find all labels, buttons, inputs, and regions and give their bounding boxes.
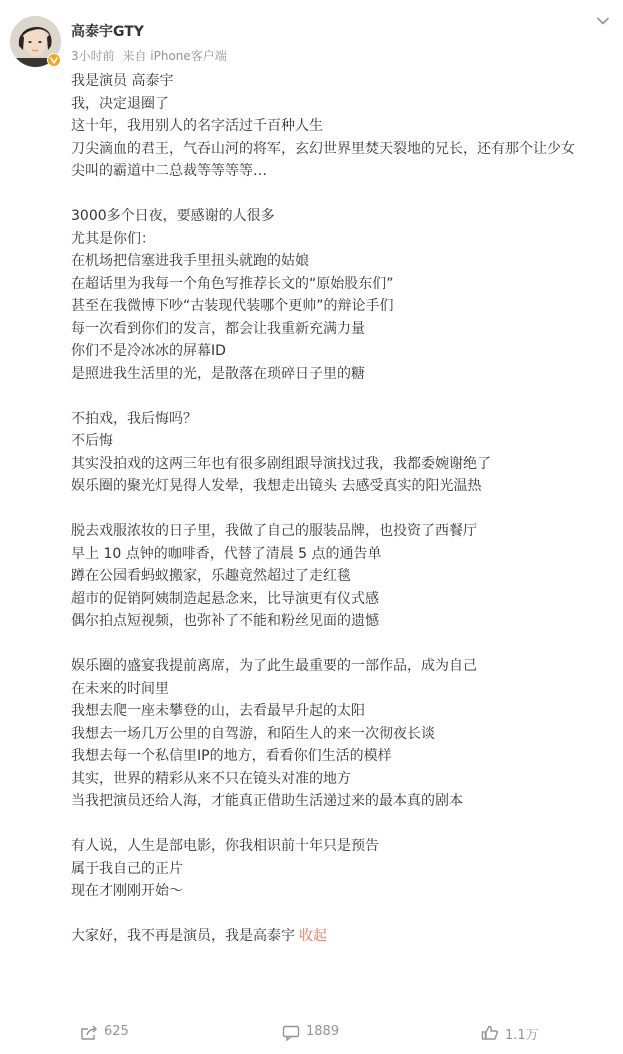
post-lines [71,70,617,925]
share-icon [80,1025,98,1041]
thumbs-up-icon [481,1025,499,1041]
blank-line [71,813,617,836]
verified-badge-icon [47,53,61,67]
post-line: 在未来的时间里 [71,680,169,697]
post-line: 属于我自己的正片 [71,860,183,877]
post-line: 我想去每一个私信里IP的地方，看看你们生活的模样 [71,748,392,764]
post-line: 有人说，人生是部电影，你我相识前十年只是预告 [71,838,379,854]
post-line: 娱乐圈的聚光灯晃得人发晕，我想走出镜头 去感受真实的阳光温热 [71,478,482,494]
comment-button[interactable] [282,1024,339,1054]
post-line: 3000多个日夜，要感谢的人很多 [71,208,275,224]
post-line: 早上 10 点钟的咖啡香，代替了清晨 5 点的通告单 [71,545,382,562]
post-time[interactable]: 3小时前 [71,49,115,63]
post-line: 不后悔 [71,433,113,449]
post-line: 脱去戏服浓妆的日子里，我做了自己的服装品牌，也投资了西餐厅 [71,523,477,539]
post-line: 你们不是冷冰冰的屏幕ID [71,343,226,359]
blank-line [71,903,617,926]
post-line: 在超话里为我每一个角色写推荐长文的“原始股东们” [71,275,394,292]
post-line: 娱乐圈的盛宴我提前离席，为了此生最重要的一部作品，成为自己 [71,658,477,674]
post-line: 是照进我生活里的光，是散落在琐碎日子里的糖 [71,365,365,382]
share-count: 625 [104,1024,129,1039]
post-line: 这十年，我用别人的名字活过千百种人生 [71,118,323,134]
post-line: 每一次看到你们的发言，都会让我重新充满力量 [71,320,365,337]
chevron-down-icon[interactable] [594,12,612,30]
post-line: 其实没拍戏的这两三年也有很多剧组跟导演找过我，我都委婉谢绝了 [71,455,491,472]
like-button[interactable] [481,1024,539,1054]
post-meta [71,47,231,64]
post-line: 尤其是你们： [71,230,155,247]
comment-icon [282,1025,300,1041]
post-line: 我想去一场几万公里的自驾游，和陌生人的来一次彻夜长谈 [71,725,435,742]
post-line: 我，决定退圈了 [71,95,169,112]
post-source: 来自 iPhone客户端 [122,49,227,63]
post-line: 在机场把信塞进我手里扭头就跑的姑娘 [71,253,309,269]
post-line: 我是演员 高泰宇 [71,73,174,89]
post-line: 当我把演员还给人海，才能真正借助生活递过来的最本真的剧本 [71,793,463,809]
post-line: 甚至在我微博下吵“古装现代装哪个更帅”的辩论手们 [71,298,394,314]
post-last-line [71,925,617,948]
action-bar [0,1024,623,1054]
comment-count: 1889 [306,1024,340,1039]
author-name[interactable]: 高泰宇GTY [71,24,144,40]
post-line: 现在才刚刚开始～ [71,883,183,899]
post-header [0,0,623,70]
post-line: 偶尔拍点短视频，也弥补了不能和粉丝见面的遗憾 [71,613,379,629]
post-line: 刀尖滴血的君王，气吞山河的将军，玄幻世界里焚天裂地的兄长，还有那个让少女 [71,140,575,157]
post-last-line-text: 大家好，我不再是演员，我是高泰宇 [71,928,295,944]
post-line: 超市的促销阿姨制造起悬念来，比导演更有仪式感 [71,590,379,607]
post-line: 其实，世界的精彩从来不只在镜头对准的地方 [71,770,351,787]
share-button[interactable] [80,1024,129,1054]
post-line: 尖叫的霸道中二总裁等等等等… [71,163,267,179]
post-line: 我想去爬一座未攀登的山，去看最早升起的太阳 [71,703,365,719]
blank-line [71,385,617,408]
blank-line [71,633,617,656]
post-line: 蹲在公园看蚂蚁搬家，乐趣竟然超过了走红毯 [71,568,351,584]
post-content [71,70,617,948]
blank-line [71,498,617,521]
blank-line [71,183,617,206]
like-count: 1.1万 [505,1028,539,1043]
post-line: 不拍戏，我后悔吗？ [71,410,197,427]
collapse-link[interactable]: 收起 [299,928,327,944]
